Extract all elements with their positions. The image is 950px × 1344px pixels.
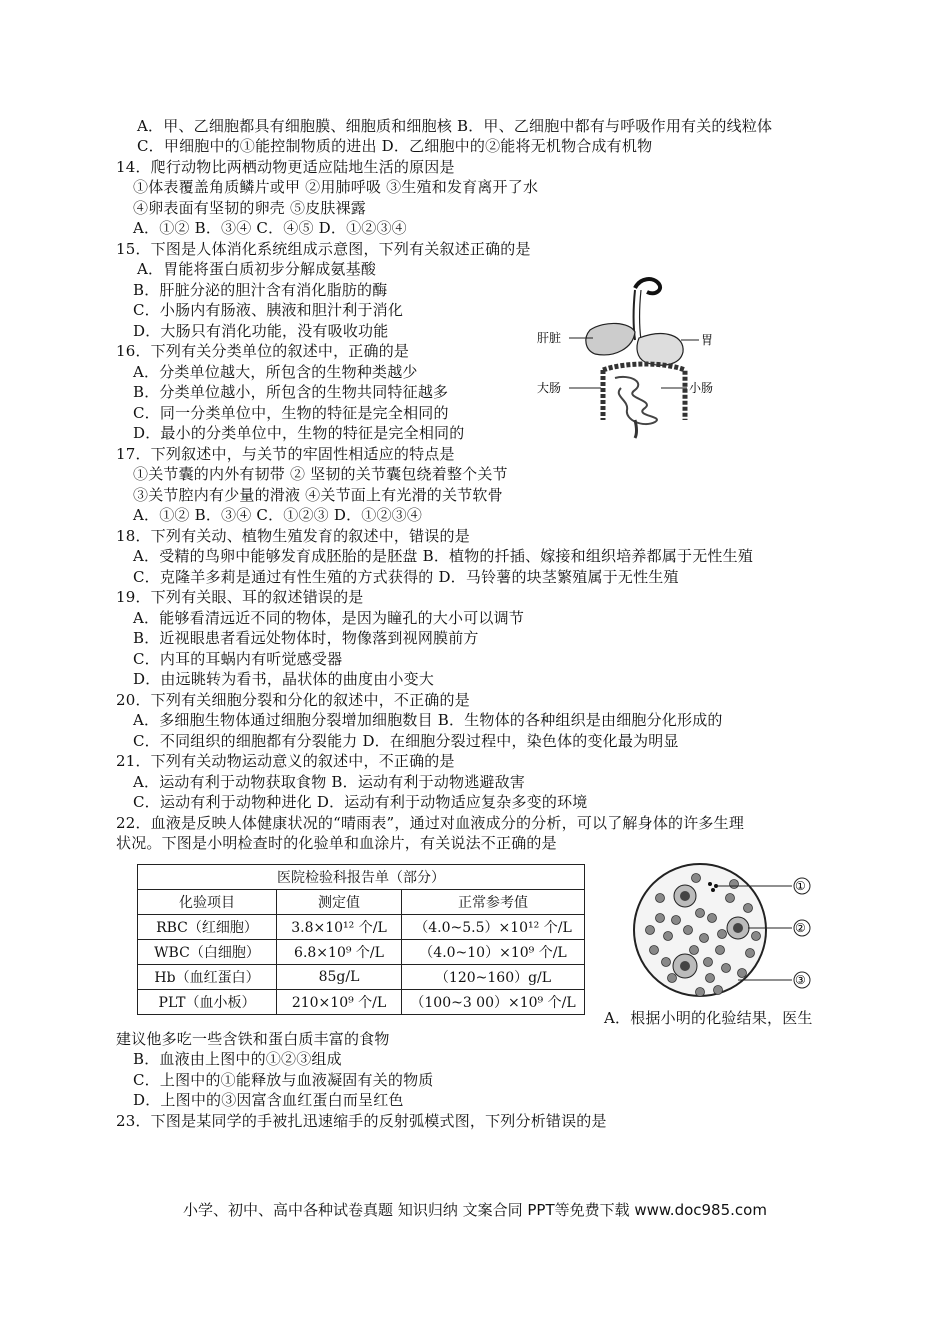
text-line: ③关节腔内有少量的滑液 ④关节面上有光滑的关节软骨 xyxy=(133,486,503,504)
text-line: D．由远眺转为看书，晶状体的曲度由小变大 xyxy=(133,670,435,688)
text-line: C．克隆羊多莉是通过有性生殖的方式获得的 D．马铃薯的块茎繁殖属于无性生殖 xyxy=(133,568,679,586)
red-blood-cell xyxy=(722,964,731,973)
text-line: A．根据小明的化验结果，医生 xyxy=(604,1009,813,1027)
text-line: C．运动有利于动物种进化 D．运动有利于动物适应复杂多变的环境 xyxy=(133,793,588,811)
red-blood-cell xyxy=(714,986,723,995)
text-line: ①体表覆盖角质鳞片或甲 ②用肺呼吸 ③生殖和发育离开了水 xyxy=(133,178,539,196)
label-stomach: 胃 xyxy=(701,333,714,347)
text-line: 18．下列有关动、植物生殖发育的叙述中，错误的是 xyxy=(116,527,470,545)
text-line: A．分类单位越大，所包含的生物种类越少 xyxy=(133,363,418,381)
red-blood-cell xyxy=(662,958,671,967)
red-blood-cell xyxy=(708,914,717,923)
smear-label-1: ① xyxy=(795,879,806,893)
text-line: B．分类单位越小，所包含的生物共同特征越多 xyxy=(133,383,449,401)
red-blood-cell xyxy=(752,932,761,941)
page-footer: 小学、初中、高中各种试卷真题 知识归纳 文案合同 PPT等免费下载 www.doc985.com xyxy=(183,1201,767,1219)
red-blood-cell xyxy=(656,894,665,903)
label-liver: 肝脏 xyxy=(537,331,562,345)
text-line: C．同一分类单位中，生物的特征是完全相同的 xyxy=(133,404,449,422)
header-item: 化验项目 xyxy=(138,890,277,915)
table-row: WBC（白细胞） 6.8×10⁹ 个/L （4.0~10）×10⁹ 个/L xyxy=(138,940,585,965)
text-line: 22．血液是反映人体健康状况的“晴雨表”，通过对血液成分的分析，可以了解身体的许多生理 xyxy=(116,814,745,832)
blood-smear-figure xyxy=(630,858,830,1008)
table-row: PLT（血小板） 210×10⁹ 个/L （100~3 00）×10⁹ 个/L xyxy=(138,990,585,1015)
text-line: B．近视眼患者看远处物体时，物像落到视网膜前方 xyxy=(133,629,479,647)
header-ref: 正常参考值 xyxy=(402,890,585,915)
red-blood-cell xyxy=(718,930,727,939)
red-blood-cell xyxy=(672,916,681,925)
text-line: A．①② B．③④ C．①②③ D．①②③④ xyxy=(133,506,423,524)
smear-label-2: ② xyxy=(795,921,806,935)
text-line: C．内耳的耳蜗内有听觉感受器 xyxy=(133,650,343,668)
text-line: 15．下图是人体消化系统组成示意图，下列有关叙述正确的是 xyxy=(116,240,531,258)
text-line: C．不同组织的细胞都有分裂能力 D．在细胞分裂过程中，染色体的变化最为明显 xyxy=(133,732,679,750)
text-line: 17．下列叙述中，与关节的牢固性相适应的特点是 xyxy=(116,445,455,463)
digestive-system-figure xyxy=(535,270,735,440)
red-blood-cell xyxy=(716,946,725,955)
red-blood-cell xyxy=(744,904,753,913)
text-line: 建议他多吃一些含铁和蛋白质丰富的食物 xyxy=(116,1030,390,1048)
table-row: Hb（血红蛋白） 85g/L （120~160）g/L xyxy=(138,965,585,990)
text-line: B．血液由上图中的①②③组成 xyxy=(133,1050,342,1068)
text-line: A．运动有利于动物获取食物 B．运动有利于动物逃避敌害 xyxy=(133,773,526,791)
text-line: 21．下列有关动物运动意义的叙述中，不正确的是 xyxy=(116,752,455,770)
red-blood-cell xyxy=(696,909,705,918)
text-line: A．能够看清远近不同的物体，是因为瞳孔的大小可以调节 xyxy=(133,609,525,627)
text-line: ④卵表面有坚韧的卵壳 ⑤皮肤裸露 xyxy=(133,199,366,217)
text-line: C．小肠内有肠液、胰液和胆汁利于消化 xyxy=(133,301,404,319)
text-line: D．大肠只有消化功能，没有吸收功能 xyxy=(133,322,389,340)
red-blood-cell xyxy=(656,914,665,923)
red-blood-cell xyxy=(690,946,699,955)
red-blood-cell xyxy=(664,932,673,941)
text-line: 16．下列有关分类单位的叙述中，正确的是 xyxy=(116,342,410,360)
text-line: A．胃能将蛋白质初步分解成氨基酸 xyxy=(137,260,377,278)
smear-label-3: ③ xyxy=(795,973,806,987)
text-line: A．受精的鸟卵中能够发育成胚胎的是胚盘 B．植物的扦插、嫁接和组织培养都属于无性生殖 xyxy=(133,547,754,565)
red-blood-cell xyxy=(646,926,655,935)
text-line: A．①② B．③④ C．④⑤ D．①②③④ xyxy=(133,219,407,237)
text-line: 14．爬行动物比两栖动物更适应陆地生活的原因是 xyxy=(116,158,455,176)
text-line: D．上图中的③因富含血红蛋白而呈红色 xyxy=(133,1091,404,1109)
text-line: B．肝脏分泌的胆汁含有消化脂肪的酶 xyxy=(133,281,388,299)
red-blood-cell xyxy=(746,949,755,958)
red-blood-cell xyxy=(668,974,677,983)
red-blood-cell xyxy=(706,974,715,983)
red-blood-cell xyxy=(738,969,747,978)
red-blood-cell xyxy=(704,958,713,967)
text-line: 20．下列有关细胞分裂和分化的叙述中，不正确的是 xyxy=(116,691,470,709)
text-line: A．甲、乙细胞都具有细胞膜、细胞质和细胞核 B．甲、乙细胞中都有与呼吸作用有关的线粒体 xyxy=(137,117,773,135)
header-value: 测定值 xyxy=(277,890,402,915)
text-line: 状况。下图是小明检查时的化验单和血涂片，有关说法不正确的是 xyxy=(116,834,557,852)
label-small-intestine: 小肠 xyxy=(689,381,714,395)
text-line: A．多细胞生物体通过细胞分裂增加细胞数目 B．生物体的各种组织是由细胞分化形成的 xyxy=(133,711,723,729)
label-large-intestine: 大肠 xyxy=(537,381,562,395)
text-line: D．最小的分类单位中，生物的特征是完全相同的 xyxy=(133,424,465,442)
red-blood-cell xyxy=(730,880,739,889)
lab-report-table xyxy=(137,864,585,1015)
text-line: 19．下列有关眼、耳的叙述错误的是 xyxy=(116,588,364,606)
text-line: C．甲细胞中的①能控制物质的进出 D．乙细胞中的②能将无机物合成有机物 xyxy=(137,137,653,155)
text-line: C．上图中的①能释放与血液凝固有关的物质 xyxy=(133,1071,434,1089)
red-blood-cell xyxy=(700,934,709,943)
text-line: 23．下图是某同学的手被扎迅速缩手的反射弧模式图，下列分析错误的是 xyxy=(116,1112,607,1130)
red-blood-cell xyxy=(696,988,705,997)
text-line: ①关节囊的内外有韧带 ② 坚韧的关节囊包绕着整个关节 xyxy=(133,465,508,483)
table-row: RBC（红细胞） 3.8×10¹² 个/L （4.0~5.5）×10¹² 个/L xyxy=(138,915,585,940)
table-caption: 医院检验科报告单（部分） xyxy=(138,865,585,890)
red-blood-cell xyxy=(726,894,735,903)
red-blood-cell xyxy=(684,926,693,935)
red-blood-cell xyxy=(650,946,659,955)
red-blood-cell xyxy=(692,874,701,883)
